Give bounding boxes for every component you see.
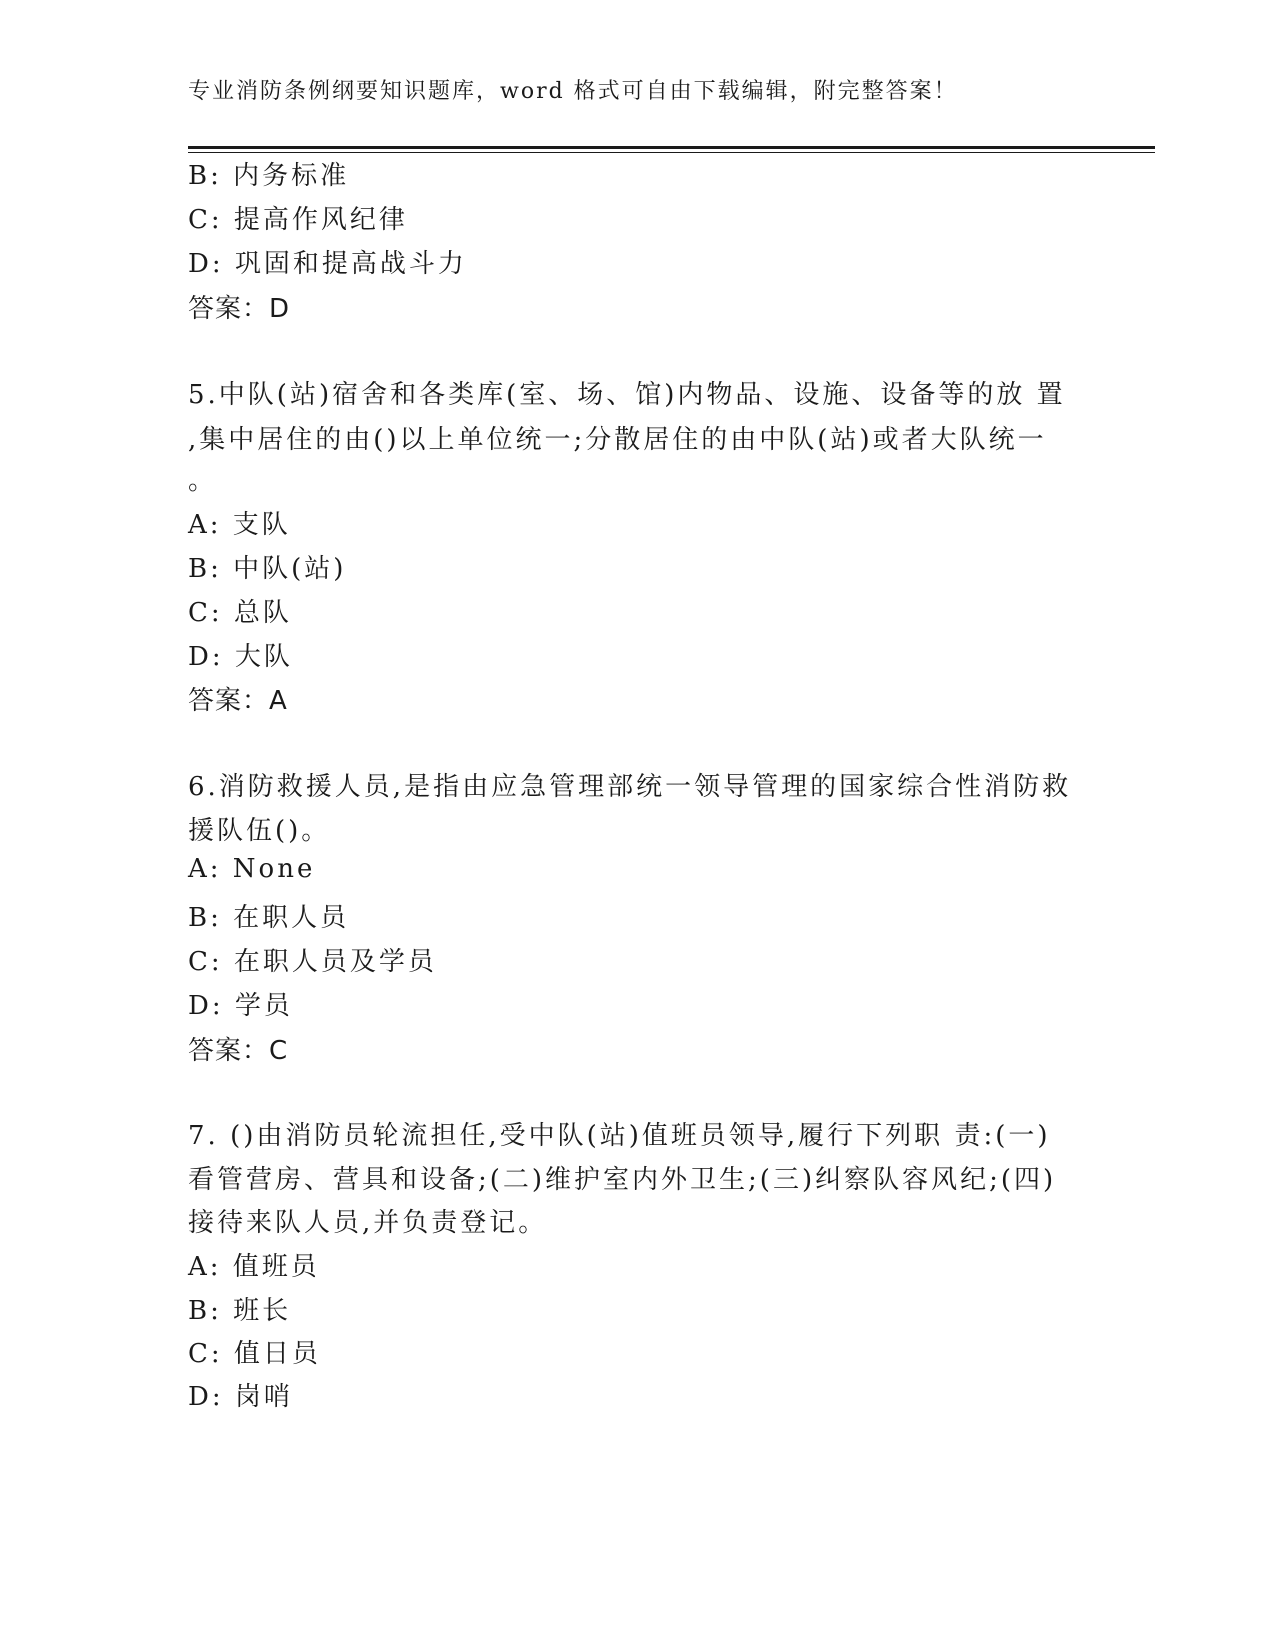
q4-option-d: D: 巩固和提高战斗力	[188, 249, 467, 279]
q5-stem-line-1: 5.中队(站)宿舍和各类库(室、场、馆)内物品、设施、设备等的放 置	[188, 380, 1066, 410]
q5-stem-line-2: ,集中居住的由()以上单位统一;分散居住的由中队(站)或者大队统一	[188, 425, 1047, 455]
q5-stem-line-3: 。	[188, 466, 218, 496]
q5-option-a: A: 支队	[188, 510, 291, 540]
q4-option-b: B: 内务标准	[188, 161, 350, 191]
q7-option-a: A: 值班员	[188, 1252, 320, 1282]
q6-stem-line-2: 援队伍()。	[188, 816, 331, 846]
q7-option-d: D: 岗哨	[188, 1382, 293, 1412]
q5-option-c: C: 总队	[188, 598, 292, 628]
q5-option-b: B: 中队(站)	[188, 554, 347, 584]
page-header: 专业消防条例纲要知识题库，word 格式可自由下载编辑，附完整答案！	[188, 79, 958, 104]
q5-option-d: D: 大队	[188, 642, 293, 672]
q5-answer: 答案：A	[188, 686, 288, 716]
q6-option-b: B: 在职人员	[188, 903, 350, 933]
header-rule-thin	[188, 152, 1155, 153]
q6-option-c: C: 在职人员及学员	[188, 947, 437, 977]
q7-option-b: B: 班长	[188, 1296, 292, 1326]
q6-stem-line-1: 6.消防救援人员,是指由应急管理部统一领导管理的国家综合性消防救	[188, 772, 1072, 802]
q4-option-c: C: 提高作风纪律	[188, 205, 408, 235]
q7-stem-line-2: 看管营房、营具和设备;(二)维护室内外卫生;(三)纠察队容风纪;(四)	[188, 1165, 1057, 1195]
q7-stem-line-3: 接待来队人员,并负责登记。	[188, 1208, 548, 1238]
q7-stem-line-1: 7. ()由消防员轮流担任,受中队(站)值班员领导,履行下列职 责:(一)	[188, 1121, 1051, 1151]
q6-answer: 答案：C	[188, 1036, 289, 1066]
q6-option-d: D: 学员	[188, 991, 293, 1021]
q4-answer: 答案：D	[188, 294, 291, 324]
q7-option-c: C: 值日员	[188, 1339, 321, 1369]
q6-option-a: A: None	[188, 854, 316, 884]
header-rule-thick	[188, 146, 1155, 149]
